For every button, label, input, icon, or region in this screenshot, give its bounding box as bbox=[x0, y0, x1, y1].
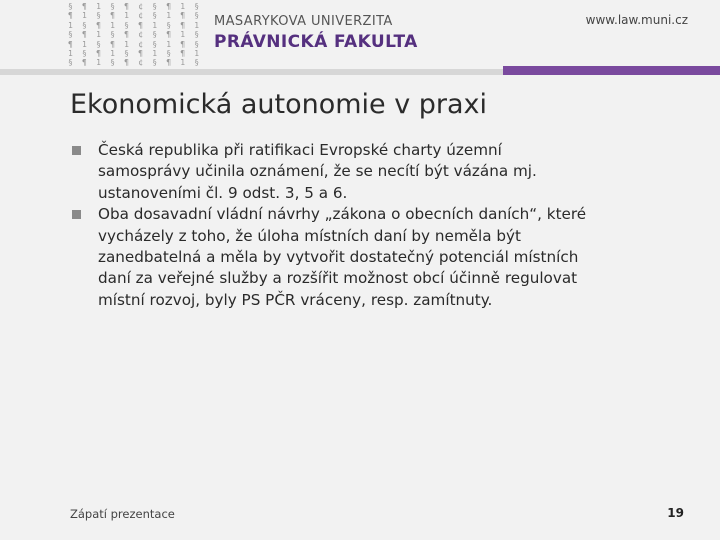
footer-text: Zápatí prezentace bbox=[70, 507, 175, 521]
bullet-line: místní rozvoj, byly PS PČR vráceny, resp. zamítnuty. bbox=[98, 290, 493, 309]
bullet-line: zanedbatelná a měla by vytvořit dostatečný potenciál místních bbox=[98, 248, 579, 267]
bullet-line: vycházely z toho, že úloha místních daní by neměla být bbox=[98, 226, 521, 245]
bullet-line: Česká republika při ratifikaci Evropské charty územní bbox=[98, 141, 502, 159]
bullet-item bbox=[70, 204, 710, 311]
bullet-item bbox=[70, 140, 710, 204]
bullet-line: samosprávy učinila oznámení, že se necítí být vázána mj. bbox=[98, 162, 537, 181]
square-bullet-icon bbox=[72, 210, 81, 219]
logo-pattern: § ¶ 1 § ¶ ¢ § ¶ 1 § ¶ 1 § ¶ 1 ¢ § 1 ¶ § 1 § ¶ 1 § ¶ 1 § ¶ 1 § ¶ 1 § ¶ ¢ § ¶ 1 § ¶ 1 § ¶ 1 ¢ § 1 ¶ § 1 § ¶ 1 § ¶ 1 § ¶ 1 § ¶ 1 § ¶ ¢ § ¶ 1 § bbox=[68, 2, 202, 68]
bullet-line: Oba dosavadní vládní návrhy „zákona o obecních daních“, které bbox=[98, 205, 587, 224]
website-url: www.law.muni.cz bbox=[585, 13, 688, 27]
bullet-line: daní za veřejné služby a rozšířit možnost obcí účinně regulovat bbox=[98, 269, 578, 288]
bullet-line: ustanoveními čl. 9 odst. 3, 5 a 6. bbox=[98, 183, 348, 202]
faculty-name: PRÁVNICKÁ FAKULTA bbox=[214, 32, 418, 52]
university-name: MASARYKOVA UNIVERZITA bbox=[214, 14, 393, 29]
header-band-purple bbox=[503, 66, 720, 75]
square-bullet-icon bbox=[72, 146, 81, 155]
header-band-grey bbox=[0, 69, 503, 75]
slide-header bbox=[0, 0, 720, 70]
page-number: 19 bbox=[667, 506, 684, 520]
bullet-list bbox=[70, 140, 710, 311]
slide-title: Ekonomická autonomie v praxi bbox=[70, 89, 488, 120]
